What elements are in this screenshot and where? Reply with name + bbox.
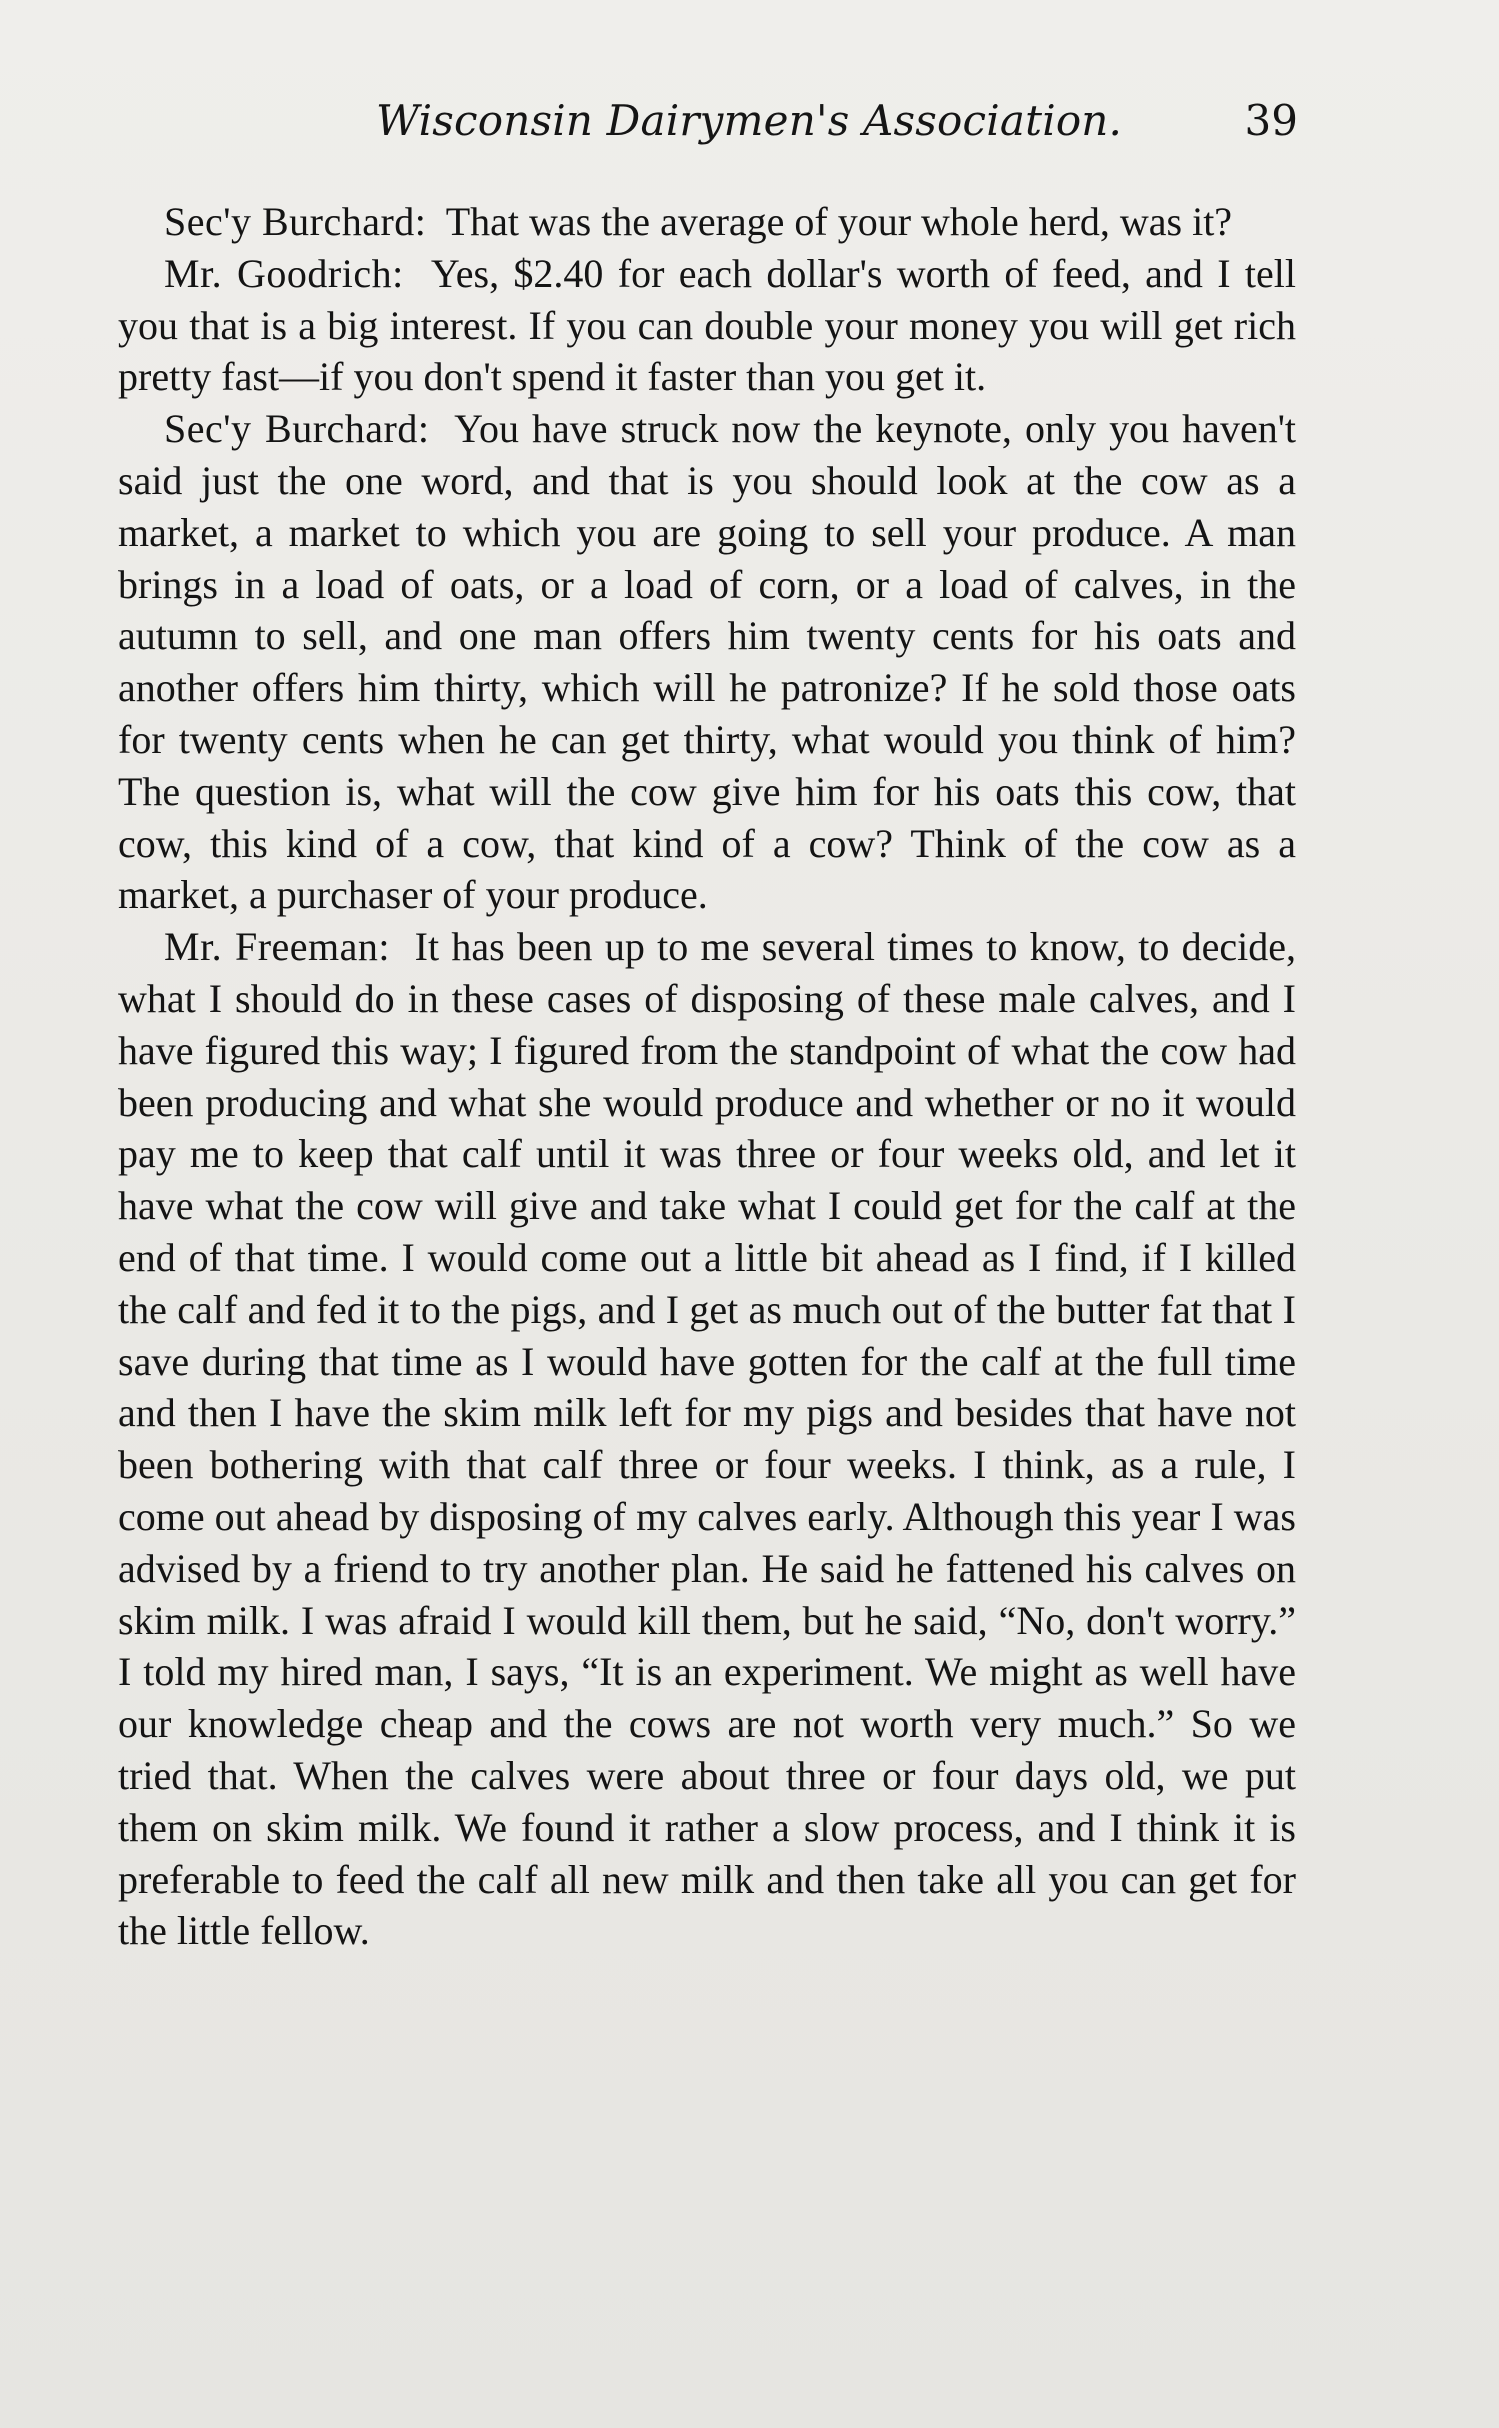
speaker-name: Sec'y Burchard: [164, 199, 427, 244]
speaker-name: Mr. Freeman: [164, 924, 391, 970]
running-title: Wisconsin Dairymen's Association. [376, 96, 1123, 145]
page-number: 39 [1244, 96, 1298, 145]
paragraph [118, 196, 1296, 248]
body-text [118, 196, 1296, 1957]
page-header [118, 96, 1298, 156]
paragraph [118, 248, 1296, 403]
paragraph-text: You have struck now the keynote, only you haven't said just the one word, and that is you should look at the cow as a market, a market to which you are going to sell your produce. A man brings in a load of oats, or a load of corn, or a load of calves, in the autumn to sell, and one man offers him twenty cents for his oats and another offers him thirty, which will he patronize? If he sold those oats for twenty cents when he can get thirty, what would you think of him? The question is, what will the cow give him for his oats this cow, that cow, this kind of a cow, that kind of a cow? Think of the cow as a market, a purchaser of your produce. [118, 406, 1297, 918]
paragraph-text: That was the average of your whole herd, was it? [445, 199, 1233, 244]
paragraph-text: Yes, $2.40 for each dollar's worth of feed, and I tell you that is a big interest. If you can double your money you will get rich pretty fast—if you don't spend it faster than you get it. [118, 250, 1297, 400]
speaker-name: Sec'y Burchard: [164, 406, 430, 452]
paragraph-text: It has been up to me several times to know, to decide, what I should do in these cases of disposing of these male calves, and I have figured this way; I figured from the standpoint of what the cow had been producing and what she would produce and whether or no it would pay me to keep that calf until it was three or four weeks old, and let it have what the cow will give and take what I could get for the calf at the end of that time. I would come out a little bit ahead as I find, if I killed the calf and fed it to the pigs, and I get as much out of the butter fat that I save during that time as I would have gotten for the calf at the full time and then I have the skim milk left for my pigs and besides that have not been bothering with that calf three or four weeks. I think, as a rule, I come out ahead by disposing of my calves early. Although this year I was advised by a friend to try another plan. He said he fattened his calves on skim milk. I was afraid I would kill them, but he said, “No, don't worry.” I told my hired man, I says, “It is an experiment. We might as well have our knowledge cheap and the cows are not worth very much.” So we tried that. When the calves were about three or four days old, we put them on skim milk. We found it rather a slow process, and I think it is preferable to feed the calf all new milk and then take all you can get for the little fellow. [118, 924, 1297, 1954]
speaker-name: Mr. Goodrich: [164, 250, 404, 296]
paragraph [118, 403, 1296, 921]
paragraph [118, 921, 1296, 1957]
